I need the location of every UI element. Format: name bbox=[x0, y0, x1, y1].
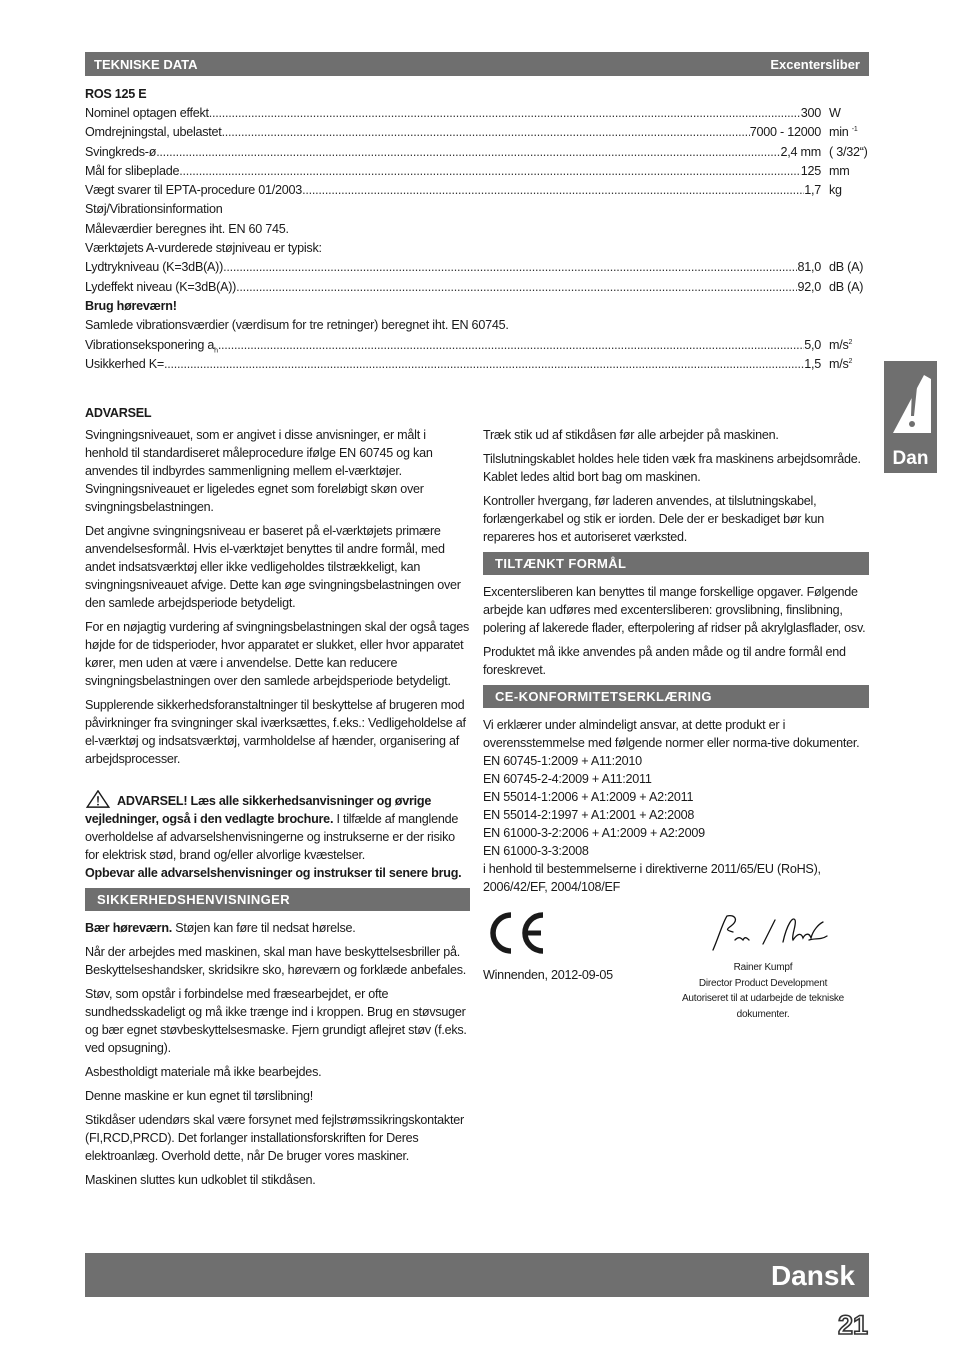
standard-item: EN 55014-1:2006 + A1:2009 + A2:2011 bbox=[483, 790, 694, 804]
section-title: TEKNISKE DATA bbox=[94, 56, 198, 72]
noise-title: Støj/Vibrationsinformation bbox=[85, 202, 223, 217]
warning-icon bbox=[85, 790, 111, 808]
standard-item: EN 61000-3-3:2008 bbox=[483, 844, 589, 858]
language-tab-label: Dan bbox=[892, 448, 929, 469]
paragraph: Maskinen sluttes kun udkoblet til stikdåsen. bbox=[85, 1173, 316, 1187]
spec-row: Nominel optagen effekt ..... 300 W bbox=[85, 104, 869, 123]
spec-row: Mål for slibeplade ..... 125 mm bbox=[85, 162, 869, 181]
noise-line: Værktøjets A-vurderede støjniveau er typisk: bbox=[85, 241, 322, 256]
paragraph: Støv, som opstår i forbindelse med fræsearbejdet, er ofte sundhedsskadeligt og må ikke trænge ind i kroppen. Brug en støvsuger og bær egnet støvbeskyttelsesmaske. Fjern grundigt aflejret støv (f.eks. ved opsugning). bbox=[85, 987, 467, 1055]
product-type: Excentersliber bbox=[770, 56, 860, 72]
noise-row: Lydeffekt niveau (K=3dB(A)) ..... 92,0 dB (A) bbox=[85, 278, 869, 297]
paragraph: Det angivne svingningsniveau er baseret på el-værktøjets primære anvendelsesformål. Hvis el-værktøjet benyttes til andre formål, med andet indsatsværktøj eller ikke vedligeholdes tilstrækkeligt, kan svingningsniveauet afvige. Dette kan øge svingningsbelastningen over den samlede arbejdsperiode betydeligt. bbox=[85, 524, 461, 610]
vibration-note: Samlede vibrationsværdier (værdisum for tre retninger) beregnet iht. EN 60745. bbox=[85, 318, 509, 333]
hearing-protection-note: Brug høreværn! bbox=[85, 298, 177, 313]
section-bar-purpose: TILTÆNKT FORMÅL bbox=[483, 552, 869, 575]
section-header-bar bbox=[85, 52, 869, 76]
paragraph: Stikdåser udendørs skal være forsynet med fejlstrømssikringskontakter (FI,RCD,PRCD). Det forlanger installationsforskriften for Deres elektroanlæg. Overhold dette, når De bruger vores maskiner. bbox=[85, 1113, 464, 1163]
model-name: ROS 125 E bbox=[85, 87, 147, 101]
paragraph: Svingningsniveauet, som er angivet i disse anvisninger, er målt i henhold til standardiseret måleprocedure ifølge EN 60745 og kan anvendes til indbyrdes sammenligning mellem el-værktøjer. Svingningsniveauet er ligeledes egnet som foreløbigt skøn over svingningsbelastningen. bbox=[85, 428, 433, 514]
ce-declaration: Vi erklærer under almindeligt ansvar, at dette produkt er i overensstemmelse med følgende normer eller norma-tive dokumenter. EN 60745-1:2009 + A11:2010 EN 60745-2-4:2009 + A11:2011 EN 55014-1:2006 + A1:2009 + A2:2011 EN 55014-2:1997 + A1:2001 + A2:2008 EN 61000-3-2:2006 + A1:2009 + A2:2009 EN 61000-3-3:2008 i henhold til bestemmelserne i direktiverne 2011/65/EU (RoHS), 2006/42/EF, 2004/108/EF bbox=[483, 716, 869, 896]
paragraph: Når der arbejdes med maskinen, skal man have beskyttelsesbriller på. Beskyttelseshandsker, skridsikre sko, høreværn og forklæde anbefales. bbox=[85, 945, 467, 977]
paragraph: Tilslutningskablet holdes hele tiden væk fra maskinens arbejdsområde. Kablet ledes altid bort bag om maskinen. bbox=[483, 452, 861, 484]
vibration-row: Usikkerhed K= ..... 1,5 $m/s^2$ bbox=[85, 355, 869, 374]
signature-block bbox=[483, 908, 869, 1028]
standard-item: EN 61000-3-2:2006 + A1:2009 + A2:2009 bbox=[483, 826, 705, 840]
paragraph: Asbestholdigt materiale må ikke bearbejdes. bbox=[85, 1065, 322, 1079]
safety-warning-block: ADVARSEL! Læs alle sikkerhedsanvisninger og øvrige vejledninger, også i den vedlagte brochure. I tilfælde af manglende overholdelse af advarselshenvisningerne og instrukserne er der risiko for elektrisk stød, brand og/eller alvorlige kvæstelser. Opbevar alle advarselshenvisninger og instrukser til senere brug. bbox=[85, 790, 470, 882]
declaration-date: Winnenden, 2012-09-05 bbox=[483, 968, 613, 982]
paragraph: Produktet må ikke anvendes på anden måde og til andre formål end foreskrevet. bbox=[483, 645, 846, 677]
paragraph: Denne maskine er kun egnet til tørslibning! bbox=[85, 1089, 313, 1103]
noise-row: Lydtrykniveau (K=3dB(A)) ..... 81,0 dB (A) bbox=[85, 258, 869, 277]
spec-row: Vægt svarer til EPTA-procedure 01/2003 ..... 1,7 kg bbox=[85, 181, 869, 200]
spec-row: Omdrejningstal, ubelastet ..... 7000 - 12000 min $^{-1}$ bbox=[85, 123, 869, 142]
paragraph: Excentersliberen kan benyttes til mange forskellige opgaver. Følgende arbejde kan udføres med excentersliberen: grovslibning, finslibning, polering af lakerede flader, efterpolering af ridser på akrylglasflader, osv. bbox=[483, 585, 866, 635]
signature-image bbox=[705, 910, 845, 954]
noise-line: Måleværdier beregnes iht. EN 60 745. bbox=[85, 221, 289, 236]
vibration-row: Vibrationseksponering $a_h$ ..... 5,0 $m/s^2$ bbox=[85, 336, 869, 355]
hearing-paragraph: Bær høreværn. Støjen kan føre til nedsat hørelse. bbox=[85, 921, 356, 935]
standard-item: EN 55014-2:1997 + A1:2001 + A2:2008 bbox=[483, 808, 695, 822]
ce-mark-icon bbox=[483, 908, 549, 958]
section-bar-ce: CE-KONFORMITETSERKLÆRING bbox=[483, 685, 869, 708]
warning-heading: ADVARSEL bbox=[85, 406, 152, 420]
standard-item: EN 60745-1:2009 + A11:2010 bbox=[483, 754, 642, 768]
paragraph: Supplerende sikkerhedsforanstaltninger til beskyttelse af brugeren mod påvirkninger fra svingninger skal iværksættes, f.eks.: Vedligeholdelse af el-værktøj og indsatsværktøj, varmholdelse af hænder, organisering af arbejdsprocesser. bbox=[85, 698, 466, 766]
language-tab bbox=[884, 361, 937, 473]
language-footer-bar: Dansk bbox=[85, 1253, 869, 1297]
paragraph: Træk stik ud af stikdåsen før alle arbejder på maskinen. bbox=[483, 428, 779, 442]
spec-row: Svingkreds-ø ..... 2,4 mm ( 3/32“) bbox=[85, 143, 869, 162]
left-column bbox=[85, 404, 470, 1195]
paragraph: For en nøjagtig vurdering af svingningsbelastningen skal der også tages højde for de tidsperioder, hvor apparatet er slukket, eller hvor apparatet kører, men uden at være i anvendelse. Dette kan reducere svingningsbelastningen over den samlede arbejdsperiode betydeligt. bbox=[85, 620, 470, 688]
standard-item: EN 60745-2-4:2009 + A11:2011 bbox=[483, 772, 652, 786]
tech-specs bbox=[85, 84, 869, 374]
right-column bbox=[483, 426, 869, 1028]
signatory-info: Rainer Kumpf Director Product Development Autoriseret til at udarbejde de tekniske dokumenter. bbox=[681, 962, 845, 1020]
section-bar-safety: SIKKERHEDSHENVISNINGER bbox=[85, 888, 470, 911]
page-number: 21 bbox=[837, 1310, 869, 1340]
warning-triangle-icon bbox=[884, 361, 937, 441]
paragraph: Kontroller hvergang, før laderen anvendes, at tilslutningskabel, forlængerkabel og stik er iorden. Dele der er beskadiget bør kun repareres hos et autoriseret værksted. bbox=[483, 494, 825, 544]
